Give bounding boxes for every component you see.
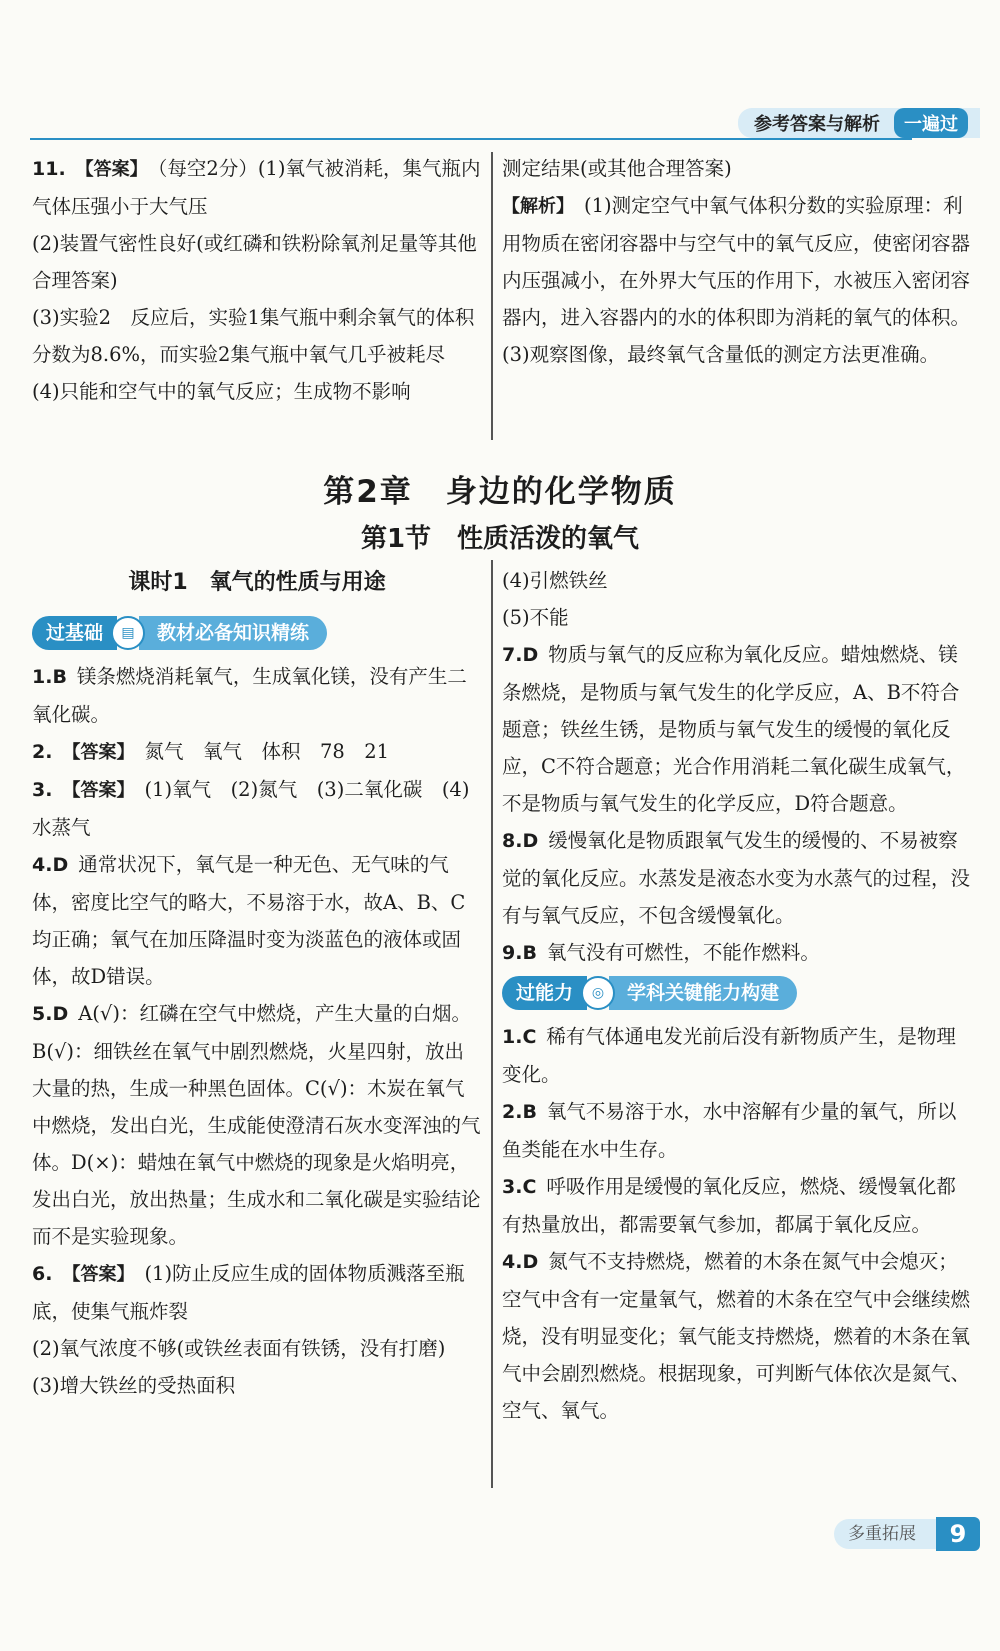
answer-paragraph: 6. 【答案】 (1)防止反应生成的固体物质溅落至瓶底，使集气瓶炸裂 xyxy=(32,1262,465,1323)
answer-paragraph: 1.C 稀有气体通电发光前后没有新物质产生，是物理变化。 xyxy=(502,1025,956,1086)
answer-paragraph: 9.B 氧气没有可燃性，不能作燃料。 xyxy=(502,941,820,964)
answer-paragraph: (3)增大铁丝的受热面积 xyxy=(32,1374,236,1397)
answer-paragraph: 4.D 通常状况下，氧气是一种无色、无气味的气体，密度比空气的略大，不易溶于水，故A、B、C均正确；氧气在加压降温时变为淡蓝色的液体或固体，故D错误。 xyxy=(32,853,466,988)
top-left-answers xyxy=(32,150,482,410)
bottom-left-answers xyxy=(32,612,482,1404)
answer-paragraph: (3)观察图像，最终氧气含量低的测定方法更准确。 xyxy=(502,343,940,366)
banner-ability xyxy=(502,976,970,1010)
answer-paragraph: 2. 【答案】 氮气 氧气 体积 78 21 xyxy=(32,740,390,763)
answer-paragraph: (4)引燃铁丝 xyxy=(502,569,608,592)
medal-icon: ◎ xyxy=(581,976,615,1010)
answer-paragraph: 【解析】 (1)测定空气中氧气体积分数的实验原理：利用物质在密闭容器中与空气中的氧气反应，使密闭容器内压强减小，在外界大气压的作用下，水被压入密闭容器内，进入容器内的水的体积即为消耗的氧气的体积。 xyxy=(502,194,971,329)
answer-paragraph: 3.C 呼吸作用是缓慢的氧化反应，燃烧、缓慢氧化都有热量放出，都需要氧气参加，都属于氧化反应。 xyxy=(502,1175,956,1236)
column-divider xyxy=(491,560,493,1488)
page-number: 9 xyxy=(936,1517,980,1551)
footer-label: 多重拓展 xyxy=(834,1519,936,1549)
answer-paragraph: 测定结果(或其他合理答案) xyxy=(502,157,732,180)
header-rule xyxy=(30,138,912,140)
answer-paragraph: 8.D 缓慢氧化是物质跟氧气发生的缓慢的、不易被察觉的氧化反应。水蒸发是液态水变为水蒸气的过程，没有与氧气反应，不包含缓慢氧化。 xyxy=(502,829,971,927)
answer-paragraph: (4)只能和空气中的氧气反应；生成物不影响 xyxy=(32,380,411,403)
banner-basics xyxy=(32,616,482,650)
answer-paragraph: (2)氧气浓度不够(或铁丝表面有铁锈，没有打磨) xyxy=(32,1337,446,1360)
header-tab xyxy=(738,108,980,138)
banner-label: 过基础 xyxy=(32,616,117,650)
answer-paragraph: 5.D A(√)：红磷在空气中燃烧，产生大量的白烟。B(√)：细铁丝在氧气中剧烈燃烧，火星四射，放出大量的热，生成一种黑色固体。C(√)：木炭在氧气中燃烧，发出白光，生成能使澄清石灰水变浑浊的气体。D(×)：蜡烛在氧气中燃烧的现象是火焰明亮，发出白光，放出热量；生成水和二氧化碳是实验结论而不是实验现象。 xyxy=(32,1002,481,1248)
chapter-title: 第2章 身边的化学物质 xyxy=(323,474,677,510)
answer-paragraph: 11. 【答案】 （每空2分）(1)氧气被消耗，集气瓶内气体压强小于大气压 xyxy=(32,157,481,218)
header-title: 参考答案与解析 xyxy=(754,114,880,135)
answer-paragraph: 2.B 氧气不易溶于水，水中溶解有少量的氧气，所以鱼类能在水中生存。 xyxy=(502,1100,957,1161)
answer-paragraph: (5)不能 xyxy=(502,606,569,629)
answer-paragraph: (2)装置气密性良好(或红磷和铁粉除氧剂足量等其他合理答案) xyxy=(32,232,477,292)
header-brand: 一遍过 xyxy=(894,108,968,138)
page-header xyxy=(0,104,1000,140)
banner-subtitle: 教材必备知识精练 xyxy=(139,616,327,650)
section-title: 第1节 性质活泼的氧气 xyxy=(360,524,640,554)
book-icon: ▤ xyxy=(111,616,145,650)
answer-paragraph: (3)实验2 反应后，实验1集气瓶中剩余氧气的体积分数为8.6%，而实验2集气瓶中氧气几乎被耗尽 xyxy=(32,306,475,366)
banner-label: 过能力 xyxy=(502,976,587,1010)
lesson-title: 课时1 氧气的性质与用途 xyxy=(128,570,386,595)
banner-subtitle: 学科关键能力构建 xyxy=(609,976,797,1010)
page-footer xyxy=(834,1517,980,1551)
column-divider xyxy=(491,152,493,440)
answer-paragraph: 4.D 氮气不支持燃烧，燃着的木条在氮气中会熄灭；空气中含有一定量氧气，燃着的木条在空气中会继续燃烧，没有明显变化；氧气能支持燃烧，燃着的木条在氧气中会剧烈燃烧。根据现象，可判断气体依次是氮气、空气、氧气。 xyxy=(502,1250,971,1422)
answer-paragraph: 1.B 镁条燃烧消耗氧气，生成氧化镁，没有产生二氧化碳。 xyxy=(32,665,467,726)
top-right-answers xyxy=(502,150,970,373)
answer-paragraph: 7.D 物质与氧气的反应称为氧化反应。蜡烛燃烧、镁条燃烧，是物质与氧气发生的化学反应，A、B不符合题意；铁丝生锈，是物质与氧气发生的缓慢的氧化反应，C不符合题意；光合作用消耗二氧化碳生成氧气，不是物质与氧气发生的化学反应，D符合题意。 xyxy=(502,643,966,815)
answer-paragraph: 3. 【答案】 (1)氧气 (2)氮气 (3)二氧化碳 (4)水蒸气 xyxy=(32,778,470,839)
bottom-right-answers xyxy=(502,562,970,1429)
